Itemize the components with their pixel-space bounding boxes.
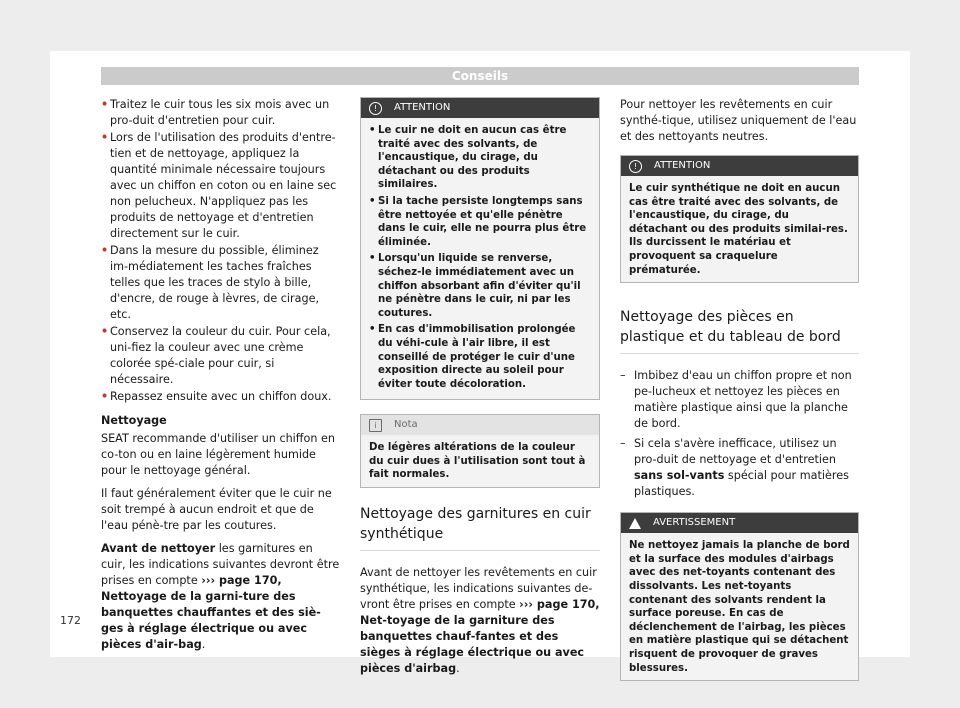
list-item: • Repassez ensuite avec un chiffon doux. <box>101 390 332 403</box>
column-right <box>620 97 859 695</box>
manual-page <box>50 51 910 676</box>
paragraph: SEAT recommande d'utiliser un chiffon en co-ton ou en laine légèrement humide pour le nettoyage général. <box>101 432 335 477</box>
page-number: 172 <box>60 614 81 627</box>
bullet-icon: • <box>369 324 376 336</box>
warning-header: AVERTISSEMENT <box>621 513 858 533</box>
list-item: • Traitez le cuir tous les six mois avec un pro-duit d'entretien pour cuir. <box>101 98 330 127</box>
warning-body: Ne nettoyez jamais la planche de bord et la surface des modules d'airbags avec des net-toyants contenant des dissolvants. Les net-toyants contenant des solvants rendent la surface poreuse. En cas de déclenchement de l'airbag, les pièces en matière plastique qui se détachent risquent de provoquer de graves blessures. <box>621 533 858 680</box>
attention-body <box>361 118 599 399</box>
paragraph: Avant de nettoyer les garnitures en cuir, les indications suivantes devront être prises en compte ››› page 170, Nettoyage de la garni-ture des banquettes chauffantes et des siè-ges à réglage électrique ou avec pièces d'air-bag. <box>101 542 340 651</box>
bullet-icon: • <box>101 325 109 338</box>
nettoyage-heading: Nettoyage <box>101 414 167 427</box>
list-item: • Conservez la couleur du cuir. Pour cela, uni-fiez la couleur avec une crème colorée spé-ciale pour cuir, si nécessaire. <box>101 325 331 386</box>
paragraph: Avant de nettoyer les revêtements en cuir synthétique, les indications suivantes de-vront être prises en compte ››› page 170, Net-toyage de la garniture des banquettes chauf-fantes et des sièges à réglage électrique ou avec pièces d'airbag. <box>360 566 600 676</box>
column-left <box>101 97 340 660</box>
bullet-icon: • <box>369 195 376 207</box>
list-item: • Lorsqu'un liquide se renverse, séchez-le immédiatement avec un chiffon absorbant afin d'éviter qu'il ne pénètre dans le cuir, ni par les coutures. <box>369 253 581 319</box>
attention-box <box>620 155 859 283</box>
warning-triangle-icon <box>629 518 641 529</box>
warning-box <box>620 512 859 681</box>
list-item: – Si cela s'avère inefficace, utilisez un pro-duit de nettoyage et d'entretien sans sol-vants spécial pour matières plastiques. <box>620 437 849 499</box>
list-item: • En cas d'immobilisation prolongée du véhi-cule à l'air libre, il est conseillé de protéger le cuir d'une exposition directe au soleil pour éviter toute décoloration. <box>369 324 576 390</box>
attention-header: ! ATTENTION <box>361 98 599 118</box>
paragraph: Pour nettoyer les revêtements en cuir synthé-tique, utilisez uniquement de l'eau et des nettoyants neutres. <box>620 98 857 143</box>
list-item: • Lors de l'utilisation des produits d'entre-tien et de nettoyage, appliquez la quantité minimale nécessaire toujours avec un chiffon en coton ou en laine sec non pelucheux. N'appliquez pas les produits de nettoyage et d'entretien directement sur le cuir. <box>101 131 337 240</box>
page-header: Conseils <box>101 67 859 85</box>
list-item: • Le cuir ne doit en aucun cas être traité avec des solvants, de l'encaustique, du cirage, du détachant ou des produits similaires. <box>369 125 567 191</box>
column-middle <box>360 97 600 684</box>
section-title: Nettoyage des pièces en plastique et du tableau de bord <box>620 307 859 354</box>
nota-box <box>360 414 600 488</box>
bullet-icon: • <box>101 390 109 403</box>
bullet-icon: • <box>369 125 376 136</box>
exclamation-icon: ! <box>369 102 382 115</box>
dash-icon: – <box>620 369 626 383</box>
attention-body: Le cuir synthétique ne doit en aucun cas être traité avec des solvants, de l'encaustique, du cirage, du détachant ou des produits similai-res. Ils durcissent le matériau et provoquent sa craquelure prématurée. <box>621 176 858 282</box>
info-icon: i <box>369 419 382 432</box>
paragraph: Il faut généralement éviter que le cuir ne soit trempé à aucun endroit et que de l'eau pénè-tre par les coutures. <box>101 487 332 532</box>
page-reference-link[interactable]: ››› page 170, Net-toyage de la garniture des banquettes chauf-fantes et des sièges à réglage électrique ou avec pièces d'airbag <box>360 598 600 676</box>
bullet-icon: • <box>101 131 109 144</box>
dash-icon: – <box>620 437 626 451</box>
bullet-icon: • <box>369 253 376 265</box>
attention-box <box>360 97 600 400</box>
page-reference-link[interactable]: ››› page 170, Nettoyage de la garni-ture des banquettes chauffantes et des siè-ges à réglage électrique ou avec pièces d'air-bag <box>101 574 321 651</box>
list-item: • Dans la mesure du possible, éliminez im-médiatement les taches fraîches telles que les traces de stylo à bille, d'encre, de rouge à lèvres, de cirage, etc. <box>101 244 320 321</box>
list-item: • Si la tache persiste longtemps sans être nettoyée et qu'elle pénètre dans le cuir, elle ne pourra plus être éliminée. <box>369 195 587 248</box>
attention-header: ! ATTENTION <box>621 156 858 176</box>
section-title: Nettoyage des garnitures en cuir synthétique <box>360 504 600 551</box>
nota-header: i Nota <box>361 415 599 435</box>
exclamation-icon: ! <box>629 160 642 173</box>
list-item: – Imbibez d'eau un chiffon propre et non pe-lucheux et nettoyez les pièces en matière plastique ainsi que la planche de bord. <box>620 369 852 431</box>
bullet-icon: • <box>101 244 109 257</box>
nota-body: De légères altérations de la couleur du cuir dues à l'utilisation sont tout à fait normales. <box>361 435 599 487</box>
bullet-icon: • <box>101 98 109 111</box>
